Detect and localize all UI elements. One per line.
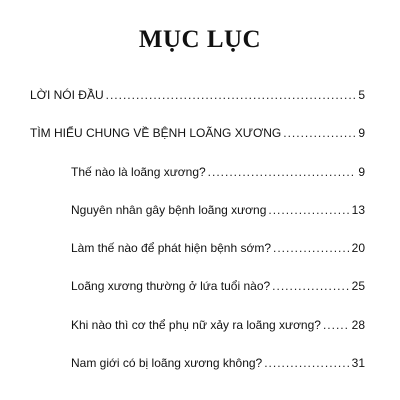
toc-entry-page: 9: [358, 126, 365, 140]
dot-leader: [273, 241, 350, 255]
toc-entry-causes[interactable]: [71, 203, 365, 217]
dot-leader: [208, 165, 357, 179]
toc-entry-page: 31: [351, 356, 365, 370]
dot-leader: [264, 356, 349, 370]
toc-entry-age-group[interactable]: [71, 279, 365, 293]
toc-entry-early-detection[interactable]: [71, 241, 365, 255]
dot-leader: [268, 203, 349, 217]
dot-leader: [283, 126, 356, 140]
toc-entry-page: 20: [351, 241, 365, 255]
toc-entry-definition[interactable]: [71, 165, 365, 179]
toc-entry-label: Khi nào thì cơ thể phụ nữ xảy ra loãng xương?: [71, 318, 321, 332]
toc-entry-label: Nguyên nhân gây bệnh loãng xương: [71, 203, 267, 217]
toc-entry-page: 9: [358, 165, 365, 179]
toc-entry-label: Làm thế nào để phát hiện bệnh sớm?: [71, 241, 272, 255]
toc-entry-label: Nam giới có bị loãng xương không?: [71, 356, 263, 370]
dot-leader: [106, 88, 357, 102]
toc-entry-page: 5: [358, 88, 365, 102]
toc-entry-page: 28: [351, 318, 365, 332]
toc-entry-label: Loãng xương thường ở lứa tuổi nào?: [71, 279, 271, 293]
toc-entry-page: 13: [351, 203, 365, 217]
toc-entry-page: 25: [351, 279, 365, 293]
dot-leader: [272, 279, 349, 293]
toc-entry-label: TÌM HIỂU CHUNG VỀ BỆNH LOÃNG XƯƠNG: [30, 126, 282, 140]
page-title: MỤC LỤC: [138, 26, 262, 53]
toc-entry-label: LỜI NÓI ĐẦU: [30, 88, 104, 102]
dot-leader: [323, 318, 350, 332]
toc-entry-overview[interactable]: [30, 126, 365, 140]
toc-entry-preface[interactable]: [30, 88, 365, 102]
toc-entry-label: Thế nào là loãng xương?: [71, 165, 206, 179]
toc-entry-men[interactable]: [71, 356, 365, 370]
toc-entry-women[interactable]: [71, 318, 365, 332]
